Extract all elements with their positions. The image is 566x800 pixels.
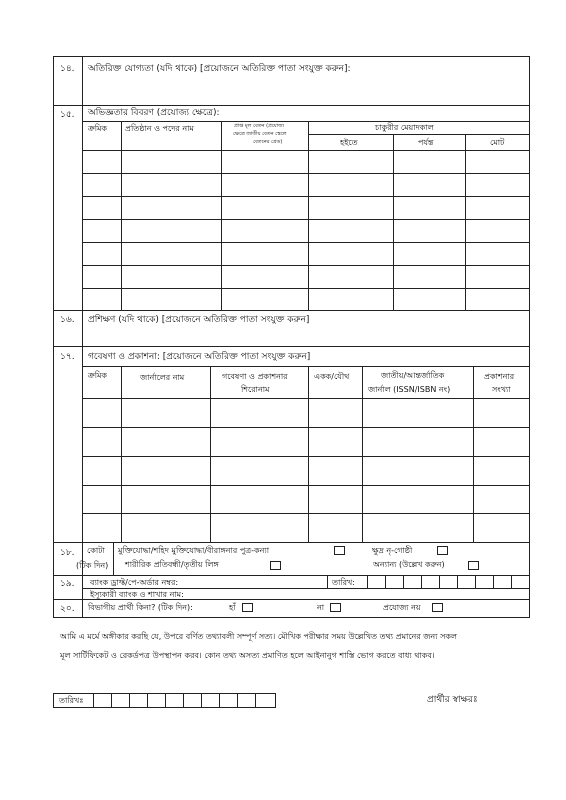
table-row [82,219,530,220]
form-border-bottom [53,617,530,618]
publication-header-count-2: সংখ্যা [492,385,511,394]
experience-col-divider [221,121,222,311]
quota-option-freedom-fighter: মুক্তিযোদ্ধা/শহিদ মুক্তিযোদ্ধা/বীরাঙ্গনার পুত্র-কন্যা [118,546,270,555]
experience-header-org: প্রতিষ্ঠান ও পদের নাম [125,124,194,133]
option-na-label: প্রযোজ্য নয় [383,603,421,612]
publication-col-divider [362,366,363,543]
bank-draft-label: ব্যাংক ড্রাফ্ট/পে-অর্ডার নম্বর: [90,578,179,587]
publication-header-bottom [82,398,530,399]
table-row [82,427,530,428]
quota-option-other: অন্যান্য (উল্লেখ করুন) [373,560,445,569]
row-divider [53,542,530,543]
row-divider [53,310,530,311]
footer-date-box[interactable] [53,693,276,708]
experience-col-divider [393,134,394,311]
publication-header-count-1: প্রকাশনার [484,372,515,381]
publication-col-divider [308,366,309,543]
quota-checkbox-ethnic-minority[interactable] [437,546,448,555]
quota-checkbox-freedom-fighter[interactable] [334,546,345,555]
experience-header-serial: ক্রমিক [88,124,108,133]
bank-draft-underline [82,588,530,589]
experience-col-divider [121,121,122,311]
table-row [82,242,530,243]
form-border-top [53,56,530,57]
declaration-line-2: মূল সার্টিফিকেট ও রেকর্ডপত্র উপস্থাপন করব। কোন তথ্য অসত্য প্রমাণিত হলে আইনানুগ শাস্তি ভোগ করতে বাধ্য থাকব। [60,651,435,660]
experience-col-divider [465,134,466,311]
publication-col-divider [210,366,211,543]
publication-header-serial: ক্রমিক [88,371,108,380]
publication-header-research-1: গবেষণা ও প্রকাশনার [222,372,288,381]
table-row [82,196,530,197]
section-20-number: ২০. [60,604,75,614]
bank-draft-date-label: তারিখ: [332,578,355,587]
departmental-candidate-question: বিভাগীয় প্রার্থী কিনা? (টিক দিন): [88,603,193,612]
table-row [82,456,530,457]
row-divider [53,346,530,347]
table-row [82,173,530,174]
quota-checkbox-disabled[interactable] [270,561,281,570]
table-row [82,265,530,266]
option-yes-label: হাঁ [229,603,236,612]
section-14-number: ১৪. [60,64,75,74]
section-15-number: ১৫. [60,110,75,120]
footer-date-label: তারিখঃ [59,696,84,705]
publication-col-divider [121,366,122,543]
publication-header-research-2: শিরোনাম [241,385,270,394]
additional-qualification-field[interactable] [83,78,529,105]
option-na-checkbox[interactable] [432,603,443,612]
training-field[interactable] [83,329,529,346]
quota-divider [113,542,114,576]
experience-table-top [82,121,530,122]
table-row [82,288,530,289]
experience-header-salary-1: প্রাপ্ত মূল বেতন (প্রযোজ্য [234,123,285,129]
section-19-number: ১৯. [60,579,75,589]
quota-option-ethnic-minority: ক্ষুদ্র নৃ-গোষ্ঠী [372,546,413,555]
option-yes-checkbox[interactable] [242,603,253,612]
publication-header-journal: জার্নালের নাম [140,373,185,382]
experience-header-period: চাকুরীর মেয়াদকাল [375,123,434,132]
row-divider [53,105,530,106]
experience-header-salary-3: বেতনের গ্রেড) [253,139,283,145]
publication-col-divider [473,366,474,543]
date-divider [327,575,328,588]
form-border-left [53,56,54,618]
row-divider [53,599,530,600]
section-16-label: প্রশিক্ষণ (যদি থাকে) [প্রয়োজনে অতিরিক্ত পাতা সংযুক্ত করুন] [88,315,310,325]
experience-col-divider [308,121,309,311]
option-no-label: না [317,603,325,612]
bank-draft-date-cells[interactable] [367,575,529,588]
section-15-title: অভিজ্ঞতার বিবরণ (প্রযোজ্য ক্ষেত্রে): [88,108,220,118]
issuing-bank-label: ইস্যূকারী ব্যাংক ও শাখার নাম: [90,590,184,599]
section-17-number: ১৭. [60,352,75,362]
quota-checkbox-other[interactable] [468,561,479,570]
quota-tick-hint: (টিক দিন) [76,561,109,570]
experience-header-total: মোট [490,138,505,147]
form-border-right [529,56,530,618]
quota-label: কোটা [87,546,105,555]
declaration-line-1: আমি এ মর্মে অঙ্গীকার করছি যে, উপরে বর্ণিত তথ্যাবলী সম্পূর্ণ সত্য। মৌখিক পরীক্ষার সময় উল্লেখিত তথ্য প্রমানের জন্য সকল [60,632,457,641]
option-no-checkbox[interactable] [330,603,341,612]
section-14-label: অতিরিক্ত যোগ্যতা (যদি থাকে) [প্রয়োজনে অতিরিক্ত পাতা সংযুক্ত করুন]: [88,64,351,74]
table-row [82,513,530,514]
publication-table-top [82,366,530,367]
publication-header-issn-2: জার্নাল (ISSN/ISBN নং) [368,385,451,394]
candidate-signature-label: প্রার্থীর স্বাক্ষরঃ [427,695,478,705]
experience-header-bottom [82,150,530,151]
section-18-number: ১৮. [60,548,75,558]
section-17-title: গবেষণা ও প্রকাশনা: [প্রয়োজনে অতিরিক্ত পাতা সংযুক্ত করুন] [88,352,311,362]
experience-header-salary-2: ক্ষেত্রে জাতীয় বেতন স্কেলে [233,131,287,137]
publication-header-issn-1: জাতীয়/আন্তর্জাতিক [381,371,445,380]
experience-header-to: পর্যন্ত [418,138,434,147]
experience-subheader-line [308,134,530,135]
experience-header-from: হইতে [340,138,358,147]
quota-option-disabled: শারীরিক প্রতিবন্ধী/তৃতীয় লিঙ্গ [125,560,219,569]
section-16-number: ১৬. [60,315,75,325]
publication-header-author: একক/যৌথ [314,372,350,381]
table-row [82,485,530,486]
